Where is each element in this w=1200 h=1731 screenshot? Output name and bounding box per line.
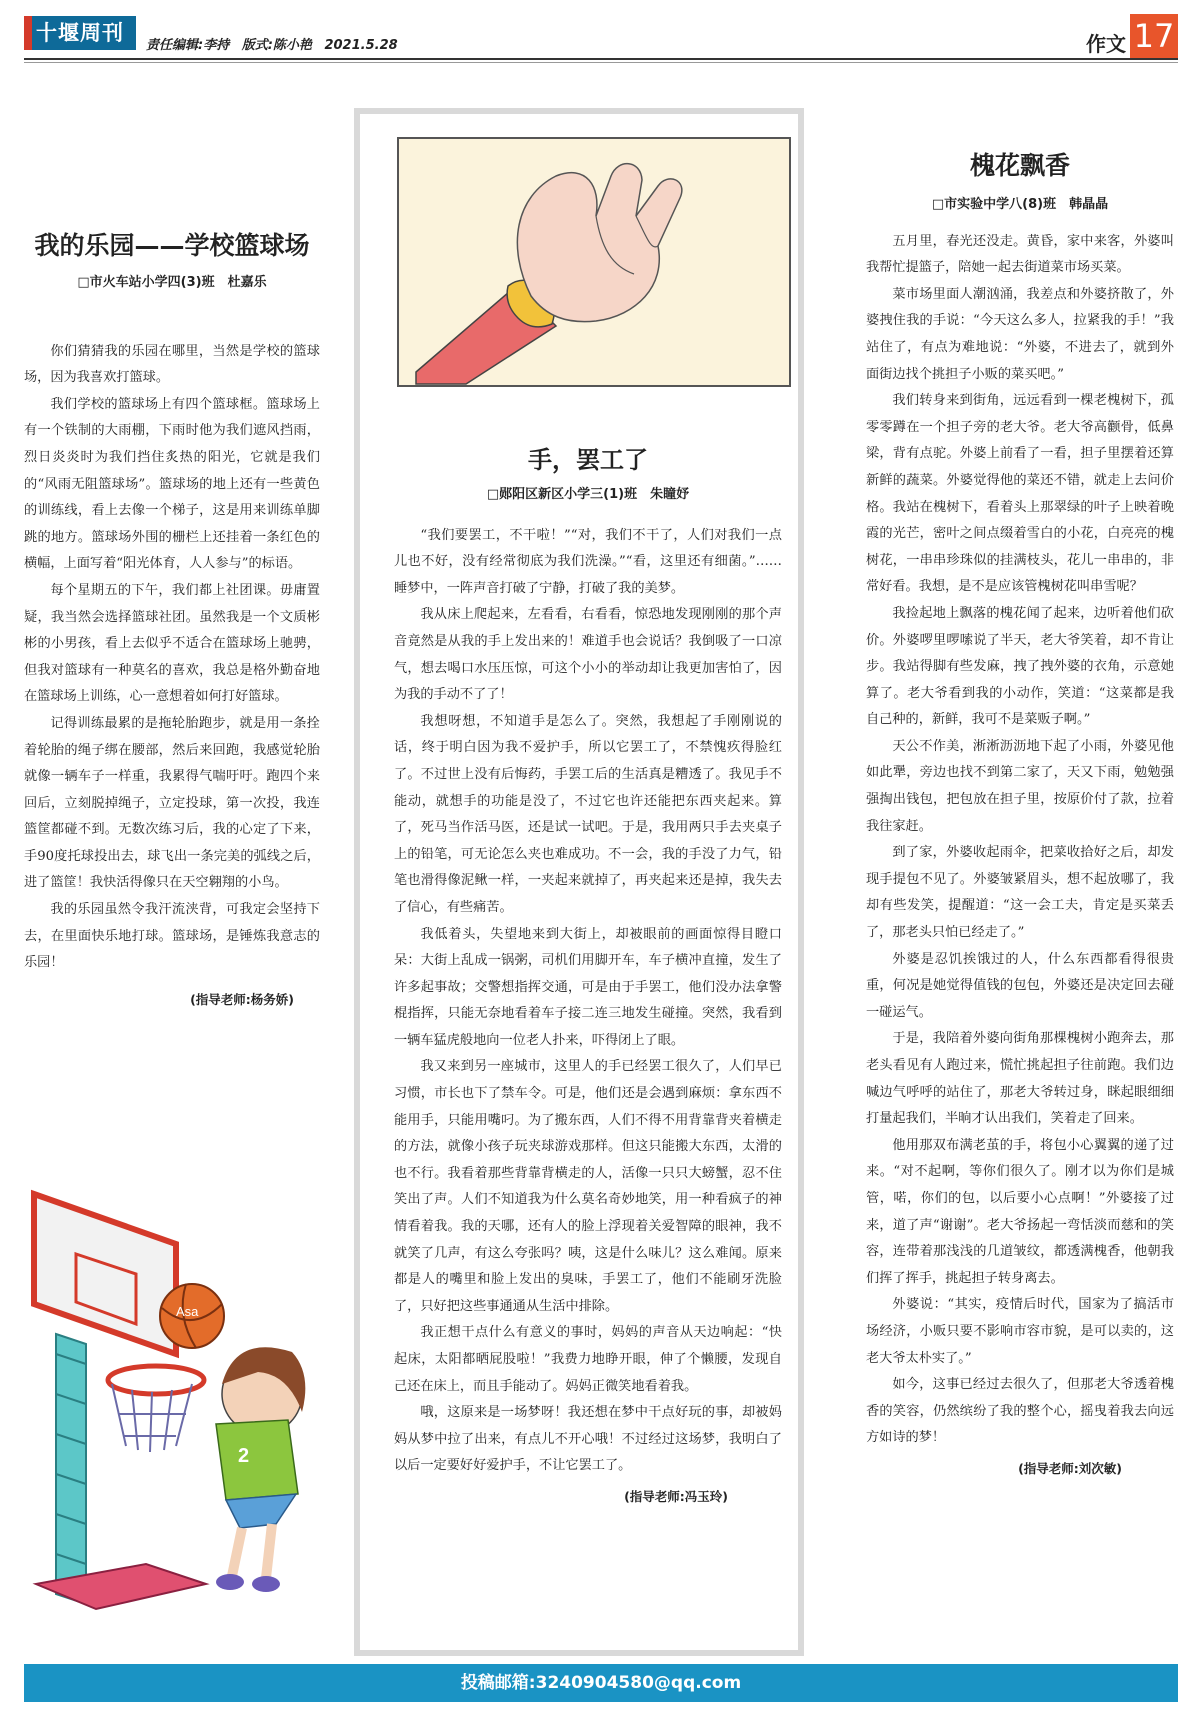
right-article-teacher: (指导老师:刘次敏) [1018,1460,1122,1476]
paragraph: 我又来到另一座城市，这里人的手已经罢工很久了，人们早已习惯，市长也下了禁车令。可是，他们还是会遇到麻烦：拿东西不能用手，只能用嘴叼。为了搬东西，人们不得不用背靠背夹着横走的方法，就像小孩子玩夹球游戏那样。但这只能搬大东西，太滑的也不行。我看着那些背靠背横走的人，活像一只只大螃蟹，忍不住笑出了声。人们不知道我为什么莫名奇妙地笑，用一种看疯子的神情看着我。我的天哪，还有人的脸上浮现着关爱智障的眼神，我不就笑了几声，有这么夸张吗？咦，这是什么味儿？这么难闻。原来都是人的嘴里和脸上发出的臭味，手罢工了，他们不能刷牙洗脸了，只好把这些事通通从生活中排除。 [394,1059,782,1314]
paragraph: 天公不作美，淅淅沥沥地下起了小雨，外婆见他如此犟，旁边也找不到第二家了，天又下雨，勉勉强强掏出钱包，把包放在担子里，按原价付了款，拉着我往家赶。 [866,738,1174,834]
middle-article-title: 手，罢工了 [528,445,648,474]
ball-label: Asa [176,1304,199,1319]
paragraph: 我们学校的篮球场上有四个篮球框。篮球场上有一个铁制的大雨棚，下雨时他为我们遮风挡雨，烈日炎炎时为我们挡住炙热的阳光，它就是我们的“风雨无阻篮球场”。篮球场的地上还有一些黄色的训练线，看上去像一个梯子，这是用来训练单脚跳的地方。篮球场外围的栅栏上还挂着一条红色的横幅，上面写着“阳光体育，人人参与”的标语。 [24,396,320,572]
paragraph: 哦，这原来是一场梦呀！我还想在梦中干点好玩的事，却被妈妈从梦中拉了出来，有点儿不开心哦！不过经过这场梦，我明白了以后一定要好好爱护手，不让它罢工了。 [394,1405,782,1474]
right-article-title: 槐花飘香 [969,151,1070,180]
masthead-accent [24,16,32,50]
middle-article-teacher: (指导老师:冯玉玲) [624,1488,728,1504]
paragraph: 外婆是忍饥挨饿过的人，什么东西都看得很贵重，何况是她觉得值钱的包包，外婆还是决定回去碰一碰运气。 [866,951,1174,1020]
paragraph: 于是，我陪着外婆向街角那棵槐树小跑奔去，那老头看见有人跑过来，慌忙挑起担子往前跑。我们边喊边气呼呼的站住了，那老大爷转过身，眯起眼细细打量起我们，半晌才认出我们，笑着走了回来。 [866,1031,1174,1127]
paragraph: 我从床上爬起来，左看看，右看看，惊恐地发现刚刚的那个声音竟然是从我的手上发出来的！难道手也会说话？我倒吸了一口凉气，想去喝口水压压惊，可这个小小的举动却让我更加害怕了，因为我的手动不了了！ [394,607,782,703]
paragraph: 记得训练最累的是拖轮胎跑步，就是用一条拴着轮胎的绳子绑在腰部，然后来回跑，我感觉轮胎就像一辆车子一样重，我累得气喘吁吁。跑四个来回后，立刻脱掉绳子，立定投球，第一次投，我连篮筐都碰不到。无数次练习后，我的心定了下来，手90度托球投出去，球飞出一条完美的弧线之后，进了篮筐！我快活得像只在天空翱翔的小鸟。 [24,715,320,891]
middle-article-byline: □郧阳区新区小学三(1)班 朱瞳妤 [486,487,690,502]
paragraph: 如今，这事已经过去很久了，但那老大爷透着槐香的笑容，仍然缤纷了我的整个心，摇曳着我去向远方如诗的梦！ [866,1377,1174,1446]
section-title: 作文 [1086,32,1126,56]
header-rule-thin [24,62,1178,63]
paragraph: 外婆说：“其实，疫情后时代，国家为了搞活市场经济，小贩只要不影响市容市貌，是可以卖的，这老大爷太朴实了。” [866,1297,1174,1366]
left-article [24,226,320,1013]
paragraph: 菜市场里面人潮汹涌，我差点和外婆挤散了，外婆拽住我的手说：“今天这么多人，拉紧我的手！”我站住了，有点为难地说：“外婆，不进去了，就到外面街边找个挑担子小贩的菜买吧。” [866,286,1174,382]
paragraph: 我正想干点什么有意义的事时，妈妈的声音从天边响起：“快起床，太阳都晒屁股啦！”我费力地睁开眼，伸了个懒腰，发现自己还在床上，而且手能动了。妈妈正微笑地看着我。 [394,1325,782,1394]
paragraph: 每个星期五的下午，我们都上社团课。毋庸置疑，我当然会选择篮球社团。虽然我是一个文质彬彬的小男孩，看上去似乎不适合在篮球场上驰骋，但我对篮球有一种莫名的喜欢，我总是格外勤奋地在篮球场上训练，心一意想着如何打好篮球。 [24,582,320,705]
paragraph: “我们要罢工，不干啦！”“对，我们不干了，人们对我们一点儿也不好，没有经常彻底为我们洗澡。”“看，这里还有细菌。”……睡梦中，一阵声音打破了宁静，打破了我的美梦。 [394,527,782,596]
right-article-byline: □市实验中学八(8)班 韩晶晶 [931,197,1109,212]
page-header [0,0,1200,60]
left-article-teacher: (指导老师:杨务娇) [190,991,294,1007]
paragraph: 我捡起地上飘落的槐花闻了起来，边听着他们砍价。外婆啰里啰嗦说了半天，老大爷笑着，却不肯让步。我站得脚有些发麻，拽了拽外婆的衣角，示意她算了。老大爷看到我的小动作，笑道：“这菜都是我自己种的，新鲜，我可不是菜贩子啊。” [866,605,1174,728]
right-article [866,146,1174,1483]
jersey-number: 2 [238,1445,250,1467]
page-number: 17 [1130,14,1178,58]
header-meta [146,34,406,53]
clasped-hands-illustration [396,136,792,388]
paragraph: 我们转身来到街角，远远看到一棵老槐树下，孤零零蹲在一个担子旁的老大爷。老大爷高颧骨，低鼻梁，背有点驼。外婆上前看了一看，担子里摆着还算新鲜的蔬菜。外婆觉得他的菜还不错，就走上去问价格。我站在槐树下，看着头上那翠绿的叶子上映着晚霞的光芒，密叶之间点缀着雪白的小花，白亮亮的槐树花，一串串珍珠似的挂满枝头，花儿一串串的，非常好看。我想，是不是应该管槐树花叫串雪呢？ [866,393,1174,595]
paragraph: 你们猜猜我的乐园在哪里，当然是学校的篮球场，因为我喜欢打篮球。 [24,343,320,386]
middle-article [394,440,782,1511]
submission-email-footer: 投稿邮箱:3240904580@qq.com [24,1664,1178,1702]
left-article-byline: □市火车站小学四(3)班 杜嘉乐 [77,275,267,290]
masthead: 十堰周刊 [24,16,136,50]
paragraph: 我的乐园虽然令我汗流浃背，可我定会坚持下去，在里面快乐地打球。篮球场，是锤炼我意志的乐园！ [24,902,320,971]
paragraph: 他用那双布满老茧的手，将包小心翼翼的递了过来。“对不起啊，等你们很久了。刚才以为你们是城管，喏，你们的包，以后要小心点啊！”外婆接了过来，道了声“谢谢”。老大爷扬起一弯恬淡而慈和的笑容，连带着那浅浅的几道皱纹，都透满槐香，他朝我们挥了挥手，挑起担子转身离去。 [866,1137,1174,1286]
paragraph: 五月里，春光还没走。黄昏，家中来客，外婆叫我帮忙提篮子，陪她一起去街道菜市场买菜。 [866,233,1174,276]
girl-basketball-hoop-illustration [26,1184,326,1614]
paragraph: 到了家，外婆收起雨伞，把菜收拾好之后，却发现手提包不见了。外婆皱紧眉头，想不起放哪了，我却有些发笑，提醒道：“这一会工夫，肯定是买菜丢了，那老头只怕已经走了。” [866,845,1174,941]
left-article-title: 我的乐园——学校篮球场 [34,231,310,260]
paragraph: 我低着头，失望地来到大街上，却被眼前的画面惊得目瞪口呆：大街上乱成一锅粥，司机们用脚开车，车子横冲直撞，发生了许多起事故；交警想指挥交通，可是由于手罢工，他们没办法拿警棍指挥，只能无奈地看着车子接二连三地发生碰撞。突然，我看到一辆车猛虎般地向一位老人扑来，吓得闭上了眼。 [394,926,782,1048]
paragraph: 我想呀想，不知道手是怎么了。突然，我想起了手刚刚说的话，终于明白因为我不爱护手，所以它罢工了，不禁愧疚得脸红了。不过世上没有后悔药，手罢工后的生活真是糟透了。我见手不能动，就想手的功能是没了，不过它也许还能把东西夹起来。算了，死马当作活马医，还是试一试吧。于是，我用两只手去夹桌子上的铅笔，可无论怎么夹也难成功。不一会，我的手没了力气，铅笔也滑得像泥鳅一样，一夹起来就掉了，再夹起来还是掉，我失去了信心，有些痛苦。 [394,713,782,915]
layout-credit: 版式:陈小艳 [241,38,312,53]
editor-credit: 责任编辑:李持 [146,38,230,53]
header-rule [24,58,1178,60]
issue-date: 2021.5.28 [324,38,398,53]
